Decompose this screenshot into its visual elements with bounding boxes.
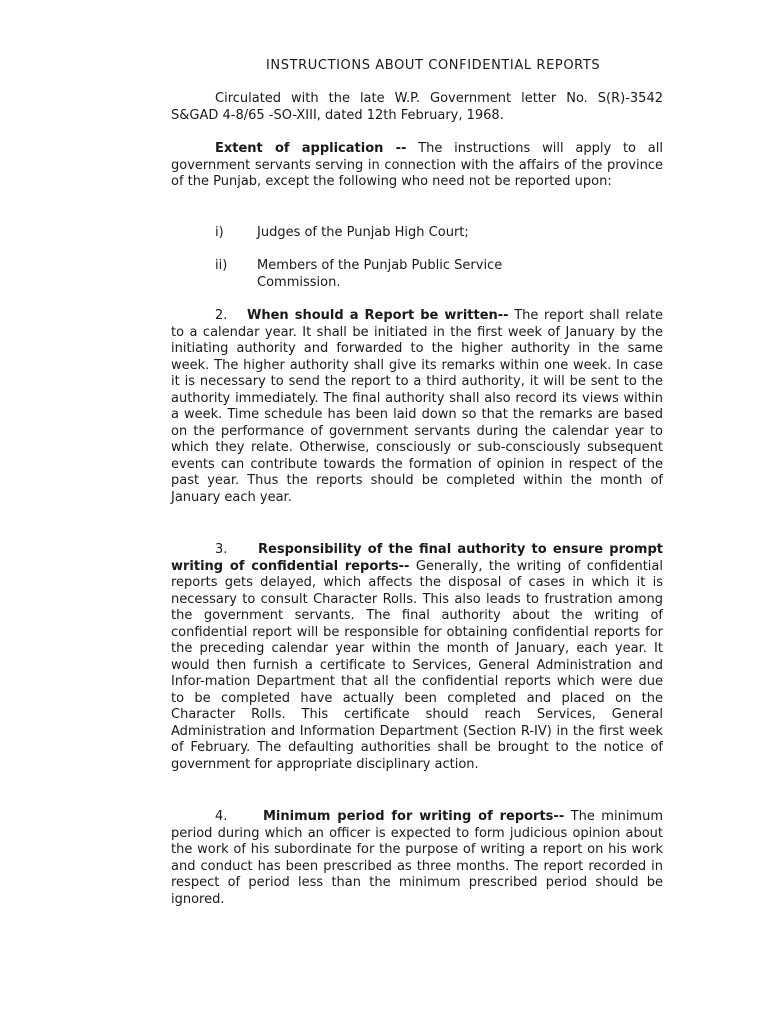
- list-item-text: Members of the Punjab Public Service Commission.: [257, 258, 503, 290]
- extent-text: The instructions will apply to all government servants serving in connection with the affairs of the province of the Punjab, except the following who need not be reported upon:: [171, 141, 663, 189]
- document-title: INSTRUCTIONS ABOUT CONFIDENTIAL REPORTS: [266, 58, 601, 73]
- extent-paragraph: [171, 141, 663, 191]
- section-4-paragraph: [171, 809, 663, 908]
- section-2-heading: When should a Report be written--: [247, 308, 509, 323]
- section-2-text: The report shall relate to a calendar year. It shall be initiated in the first week of January by the initiating authority and forwarded to the higher authority in the same week. The higher authority shall give its remarks within one week. In case it is necessary to send the report to a third authority, it will be sent to the authority immediately. The final authority shall also record its views within a week. Time schedule has been laid down so that the remarks are based on the performance of government servants during the calendar year to which they relate. Otherwise, consciously or sub-consciously subsequent events can contribute towards the formation of opinion in respect of the past year. Thus the reports should be completed within the month of January each year.: [171, 308, 663, 505]
- section-4-number: 4.: [215, 809, 228, 824]
- section-2-number: 2.: [215, 308, 228, 323]
- section-2-paragraph: [171, 308, 663, 506]
- section-4-text: The minimum period during which an officer is expected to form judicious opinion about the work of his subordinate for the purpose of writing a report on his work and conduct has been prescribed as three months. The report recorded in respect of period less than the minimum prescribed period should be ignored.: [171, 809, 663, 907]
- list-item-number: ii): [215, 258, 228, 273]
- section-3-number: 3.: [215, 542, 228, 557]
- circulated-paragraph: Circulated with the late W.P. Government letter No. S(R)-3542 S&GAD 4-8/65 -SO-XIII, dated 12th February, 1968.: [171, 91, 663, 123]
- section-4-heading: Minimum period for writing of reports--: [263, 809, 565, 824]
- list-item-number: i): [215, 225, 224, 240]
- list-item-text: Judges of the Punjab High Court;: [257, 225, 469, 240]
- section-3-text: Generally, the writing of confidential reports gets delayed, which affects the disposal of cases in which it is necessary to consult Character Rolls. This also leads to frustration among the government servants. The final authority about the writing of confidential report will be responsible for obtaining confidential reports for the preceding calendar year within the month of January, each year. It would then furnish a certificate to Services, General Administration and Infor-mation Department that all the confidential reports which were due to be completed have actually been completed and placed on the Character Rolls. This certificate should reach Services, General Administration and Information Department (Section R-IV) in the first week of February. The defaulting authorities shall be brought to the notice of government for appropriate disciplinary action.: [171, 558, 663, 772]
- section-3-paragraph: [171, 542, 663, 773]
- section-3-heading: Responsibility of the final authority to ensure prompt writing of confidential reports--: [171, 542, 663, 574]
- extent-heading: Extent of application --: [215, 141, 407, 156]
